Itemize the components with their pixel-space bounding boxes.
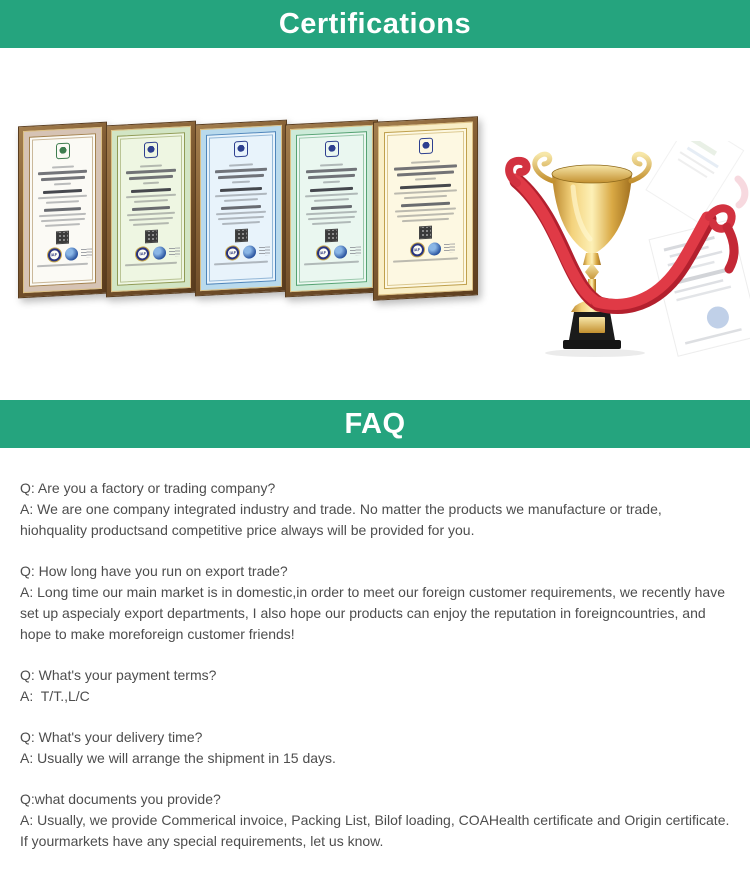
cert-text-line	[323, 181, 341, 184]
cert-text-line	[305, 193, 358, 198]
cert-company-line	[400, 184, 451, 190]
certificates-gallery	[0, 48, 750, 400]
faq-title: FAQ	[344, 407, 406, 440]
cert-text-line	[229, 163, 252, 166]
cert-text-line	[129, 175, 174, 180]
certificate-cream	[373, 116, 478, 301]
cert-text-line	[125, 262, 177, 267]
cert-text-line	[411, 160, 439, 163]
trophy-base	[545, 312, 645, 357]
cert-seals	[136, 246, 166, 261]
answer-text: A: Long time our main market is in domestic,in order to meet our foreign customer requirements, we recently have set up aspecialy export departments, I also hope our products can enjoy the reputation in foreigncountries, and hope to make moreforeign customer friends!	[20, 584, 729, 642]
certifications-banner	[0, 0, 750, 48]
cert-text-line	[218, 174, 264, 179]
cert-emblem-icon	[56, 143, 70, 160]
certificate-paper	[29, 133, 96, 287]
cert-text-line	[397, 213, 454, 218]
cert-number-line	[44, 207, 81, 212]
answer-text: A: We are one company integrated industry and trade. No matter the products we manufacture or trade, hiohquality productsand competitive price always will be provided for you.	[20, 501, 666, 538]
cert-text-line	[394, 164, 456, 170]
certificate-mat	[111, 126, 191, 292]
faq-item	[20, 561, 730, 645]
cert-text-line	[308, 174, 355, 179]
cert-qr-code	[235, 229, 248, 243]
certificate-light-green	[106, 121, 196, 298]
cert-text-line	[394, 189, 458, 194]
cert-seals	[226, 245, 256, 260]
iaf-seal-icon: IAF	[411, 243, 424, 257]
faq-item	[20, 727, 730, 769]
certificate-mat	[290, 125, 373, 292]
cert-text-line	[308, 216, 355, 220]
cert-number-line	[132, 206, 170, 211]
cert-text-line	[314, 198, 349, 202]
certificate-mint	[285, 120, 378, 298]
cert-text-line	[38, 170, 86, 176]
iaf-seal-icon: IAF	[48, 248, 61, 262]
cert-text-line	[215, 168, 266, 174]
cert-text-line	[126, 194, 176, 199]
cert-number-line	[401, 202, 449, 208]
certificate-paper	[206, 131, 276, 285]
cert-text-line	[404, 195, 447, 199]
cnas-seal-icon	[428, 242, 441, 256]
certificate-mat	[378, 122, 473, 296]
cert-text-line	[127, 212, 175, 216]
certificate-paper	[384, 128, 467, 289]
iaf-seal-icon: IAF	[317, 246, 330, 260]
cert-text-line	[52, 165, 74, 168]
cert-text-line	[41, 218, 85, 222]
faq-banner	[0, 400, 750, 448]
question-text: Q: What's your payment terms?	[20, 667, 217, 683]
cert-text-line	[140, 164, 162, 167]
question-text: Q: What's your delivery time?	[20, 729, 203, 745]
iaf-seal-icon: IAF	[226, 246, 239, 260]
certificate-mat	[23, 127, 102, 293]
cert-text-line	[54, 183, 71, 186]
trophy-image	[495, 141, 750, 363]
cert-text-line	[41, 176, 85, 181]
cert-emblem-icon	[325, 141, 339, 158]
cert-qr-code	[325, 229, 338, 243]
cert-text-line	[415, 177, 436, 180]
cert-text-line	[134, 199, 168, 203]
cert-seals	[317, 245, 347, 260]
cert-number-line	[311, 205, 351, 210]
cert-company-line	[310, 187, 352, 192]
certificate-paper	[296, 131, 367, 286]
cert-text-line	[218, 216, 264, 220]
cert-text-line	[46, 200, 79, 204]
cert-qr-code	[56, 231, 69, 245]
cert-company-line	[220, 187, 262, 192]
cert-text-line	[39, 213, 86, 217]
certificate-light-blue	[195, 120, 287, 297]
cert-text-line	[393, 257, 458, 262]
trophy-svg	[495, 141, 750, 363]
faq-item	[20, 665, 730, 707]
question-text: Q:what documents you provide?	[20, 791, 221, 807]
cert-text-line	[320, 163, 344, 166]
cert-emblem-icon	[419, 138, 433, 155]
cert-text-line	[397, 171, 454, 177]
certificate-beige	[18, 122, 107, 299]
cert-company-line	[131, 188, 171, 193]
cert-text-line	[143, 182, 160, 185]
cert-text-line	[312, 221, 350, 225]
cert-text-line	[306, 211, 356, 216]
cert-company-line	[43, 189, 83, 194]
cert-qr-code	[145, 230, 158, 244]
cnas-seal-icon	[334, 245, 347, 259]
question-text: Q: Are you a factory or trading company?	[20, 480, 276, 496]
iaf-seal-icon: IAF	[136, 247, 149, 261]
cert-qr-code	[419, 226, 432, 240]
cert-text-line	[129, 217, 174, 221]
cert-emblem-icon	[144, 142, 158, 159]
cert-text-line	[304, 261, 358, 266]
cert-text-line	[45, 223, 81, 227]
cert-text-line	[306, 168, 358, 174]
cert-text-line	[222, 221, 260, 225]
cert-text-line	[224, 198, 259, 202]
cert-number-line	[221, 205, 260, 210]
answer-text: A: Usually we will arrange the shipment in 15 days.	[20, 750, 336, 766]
certificate-mat	[200, 125, 282, 291]
cnas-seal-icon	[243, 245, 256, 259]
cert-text-line	[232, 181, 249, 184]
faq-item	[20, 789, 734, 852]
cert-text-line	[216, 211, 265, 216]
cnas-seal-icon	[65, 247, 78, 261]
cnas-seal-icon	[153, 246, 166, 260]
cert-text-line	[133, 222, 169, 226]
cert-text-line	[395, 207, 455, 212]
cert-seals	[411, 242, 441, 257]
question-text: Q: How long have you run on export trade?	[20, 563, 288, 579]
cert-text-line	[215, 193, 267, 198]
cert-text-line	[126, 169, 175, 175]
certificate-paper	[117, 132, 185, 286]
faq-list	[0, 448, 750, 876]
cert-emblem-icon	[234, 141, 248, 158]
faq-item	[20, 478, 730, 541]
answer-text: A: Usually, we provide Commerical invoice, Packing List, Bilof loading, COAHealth certificate and Origin certificate. If yourmarkets have any special requirements, let us know.	[20, 812, 734, 849]
certifications-title: Certifications	[278, 7, 472, 40]
answer-text: A: T/T.,L/C	[20, 688, 90, 704]
cert-text-line	[37, 263, 88, 268]
cert-text-line	[214, 261, 267, 266]
cert-seals	[48, 247, 78, 262]
faded-ribbon-fragment	[738, 179, 745, 205]
cert-text-line	[402, 218, 448, 222]
cert-text-line	[38, 195, 88, 200]
